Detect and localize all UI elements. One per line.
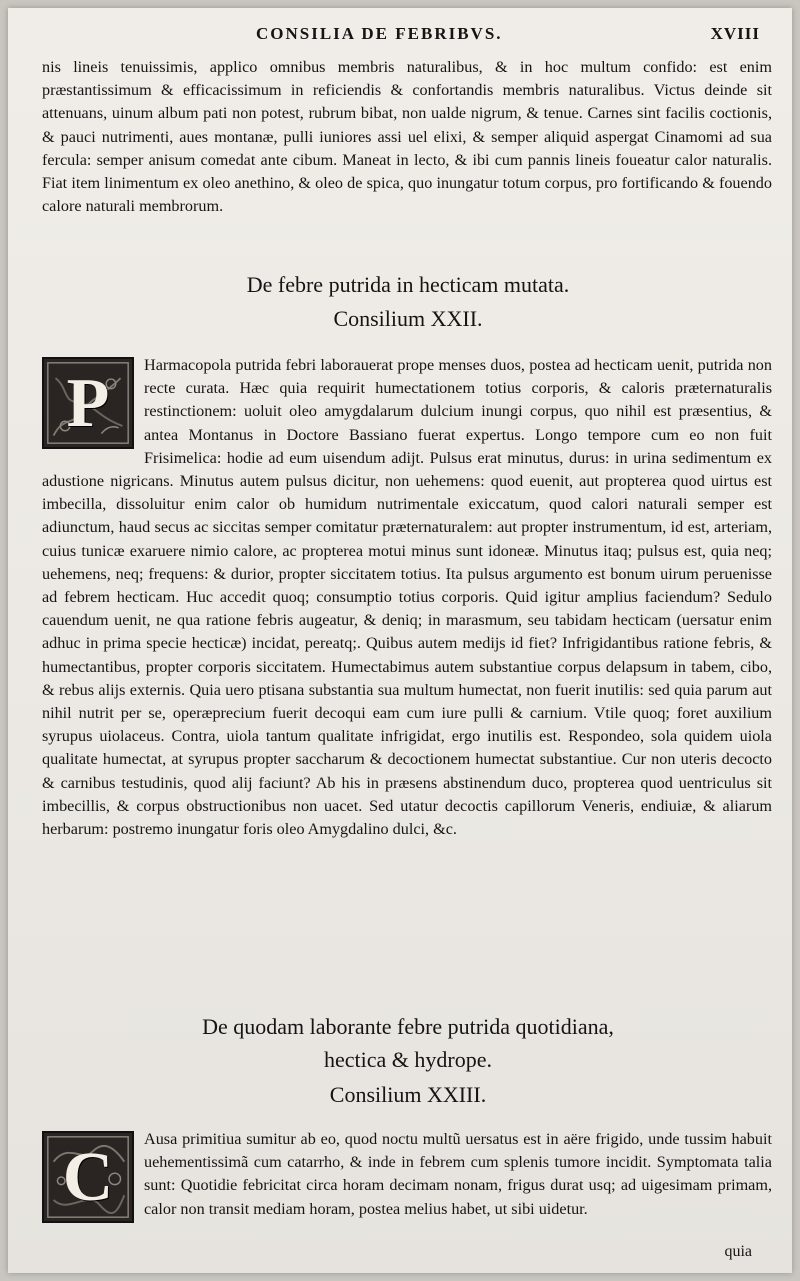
section-22-heading: De febre putrida in hecticam mutata.	[246, 272, 570, 297]
section-23-consilium: Consilium XXIII.	[329, 1082, 487, 1107]
initial-letter: C	[62, 1139, 114, 1216]
running-head	[36, 22, 764, 46]
book-page	[8, 8, 792, 1273]
decorated-initial-c	[42, 1131, 134, 1223]
section-22-body	[42, 354, 772, 841]
section-23-heading-line1: De quodam laborante febre putrida quotidiana,	[202, 1014, 614, 1039]
section-22-consilium: Consilium XXII.	[333, 306, 483, 331]
decorated-initial-p	[42, 357, 134, 449]
section-23-text: Ausa primitiua sumitur ab eo, quod noctu multũ uersatus est in aëre frigido, unde tussim habuit uehementissimã cum catarrho, & inde in febrem cum splenis tumore incidit. Symptomata talia sunt: Quotidie febricitat circa horam decimam nonam, frigus durat usq; ad uigesimam primam, calor non transit mediam horam, postea melius habet, ut sibi uidetur.	[144, 1130, 772, 1218]
running-title: CONSILIA DE FEBRIBVS.	[256, 24, 503, 43]
catchword: quia	[724, 1243, 752, 1260]
section-23-body	[42, 1128, 772, 1223]
top-paragraph: nis lineis tenuissimis, applico omnibus membris naturalibus, & in hoc multum confido: est enim præstantissimum & efficacissimum in reficiendis & confortandis membris naturalibus. Victus deinde sit attenuans, uinum album pati non potest, rubrum bibat, non ualde nigrum, & tenue. Carnes sint facilis coctionis, & pauci nutrimenti, aues montanæ, pulli iuniores assi uel elixi, & semper aliquid aspergat Cinamomi ad sua fercula: semper anisum comedat ante cibum. Maneat in lecto, & ibi cum pannis lineis foueatur calor naturalis. Fiat item linimentum ex oleo anethino, & oleo de spica, quo inungatur totum corpus, pro fortificando & fouendo calore naturali membrorum.	[42, 58, 772, 216]
folio-number: XVIII	[710, 24, 760, 43]
section-23-heading-line2: hectica & hydrope.	[324, 1047, 492, 1072]
section-22-text: Harmacopola putrida febri laborauerat prope menses duos, postea ad hecticam uenit, putrida non recte curata. Hæc quia requirit humectationem totius corporis, & caloris præternaturalis restinctionem: uoluit oleo amygdalarum dulcium inungi corpus, quo nihil est præsentius, & antea Montanus in Doctore Bassiano fuerat expertus. Longo tempore cum eo non fuit Frisimelica: hodie ad eum uisendum adijt. Pulsus erat minutus, durus: in urina sedimentum ex adustione nigricans. Minutus autem pulsus dicitur, non uehemens: quod euenit, aut propterea quod uirtus est imbecilla, dissoluitur enim calor ob humidum nutrimentale exiccatum, quod calori naturali semper est adiunctum, haud secus ac siccitas semper comitatur præternaturalem: aut propter instrumentum, id est, arteriam, cuius tunicæ exaruere nimio calore, ac propterea motui minus sunt idoneæ. Minutus itaq; pulsus est, quia neq; uehemens, neq; frequens: & durior, propter siccitatem totius. Ita pulsus argumento est bonum uirum peruenisse ad febrem hecticam. Huc accedit quoq; consumptio totius corporis. Quid igitur amplius faciendum? Sedulo cauendum uenit, ne qua ratione febris augeatur, & deniq; in marasmum, seu tabidam hecticam (uersatur enim adhuc in prima specie hecticæ) incidat, pereatq;. Quibus autem medijs id fiet? Infrigidantibus ratione febris, & humectantibus, propter corporis siccitatem. Humectabimus autem substantiue corpus delapsum in tabem, cibo, & rebus alijs externis. Quia uero ptisana substantia sua multum humectat, non fuerit inutilis: sed quia parum aut nihil nutrit per se, operæprecium fuerit decoqui eam cum iure pulli & carnium. Vtile quoq; foret auxilium syrupus uiolaceus. Contra, uiola tantum qualitate infrigidat, ergo inutilis est. Respondeo, sola quidem uiola qualitate humectat, at syrupus propter saccharum & decoctionem humectat substantiue. Cur non uteris decocto & carnibus testudinis, quod alij faciunt? Ab his in præsens abstinendum duco, propterea quod uentriculus sit imbecillis, & corpus obstructionibus non uacet. Sed utatur decoctis capillorum Veneris, endiuiæ, & aliarum herbarum: postremo inungatur foris oleo Amygdalino dulci, &c.	[42, 356, 772, 839]
initial-letter: P	[66, 365, 110, 442]
